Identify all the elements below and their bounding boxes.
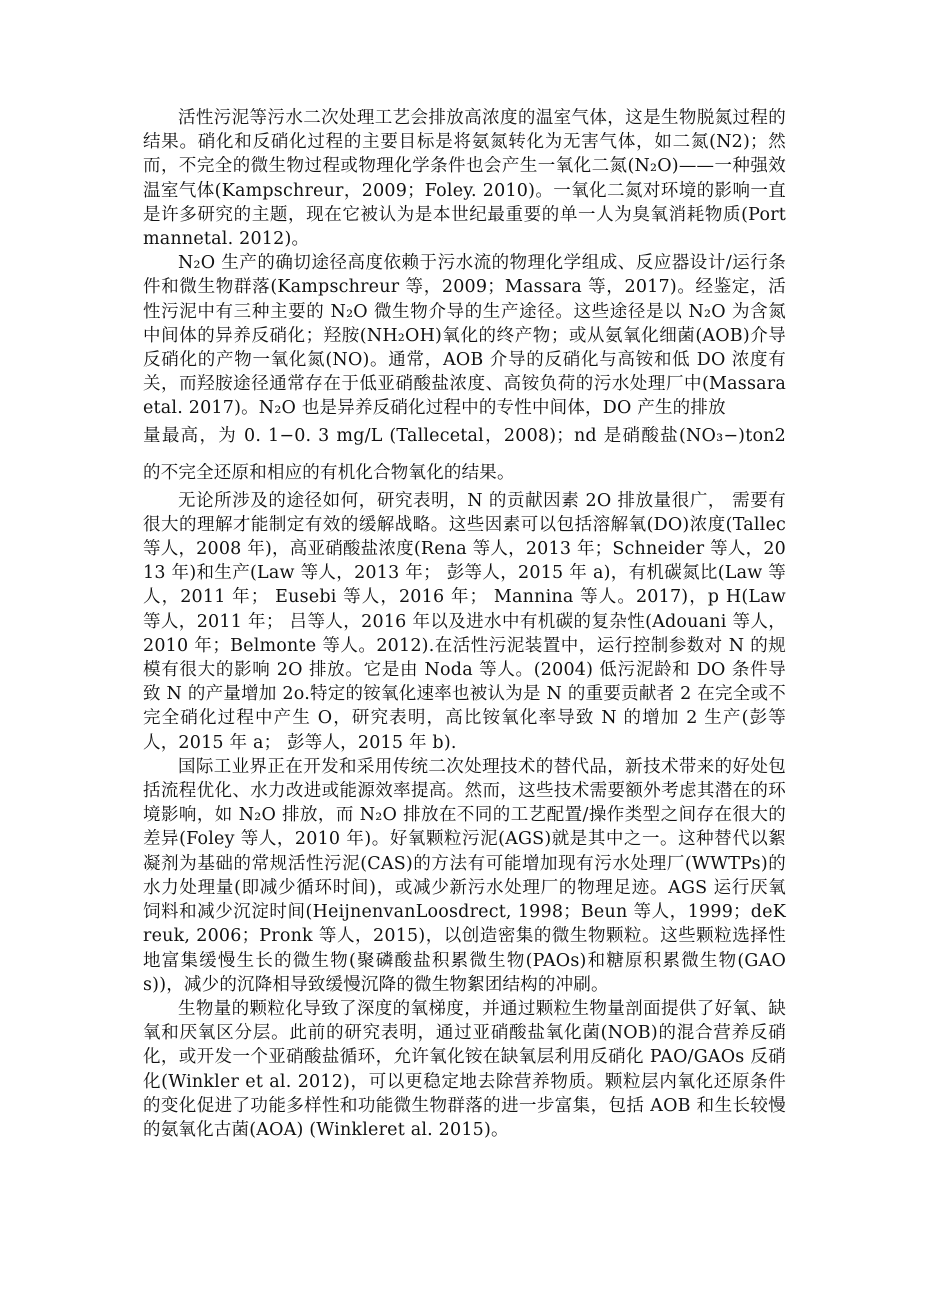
paragraph-1: 活性污泥等污水二次处理工艺会排放高浓度的温室气体，这是生物脱氮过程的结果。硝化和反硝化过程的主要目标是将氨氮转化为无害气体，如二氮(N2)；然而，不完全的微生物过程或物理化学条件也会产生一氧化二氮(N₂O)——一种强效温室气体(Kampschreur，2009；Foley. 2010)。一氧化二氮对环境的影响一直是许多研究的主题，现在它被认为是本世纪最重要的单一人为臭氧消耗物质(Portmannetal. 2012)。 — [143, 108, 786, 250]
paragraph-5: 生物量的颗粒化导致了深度的氧梯度，并通过颗粒生物量剖面提供了好氧、缺氧和厌氧区分层。此前的研究表明，通过亚硝酸盐氧化菌(NOB)的混合营养反硝化，或开发一个亚硝酸盐循环，允许氧化铵在缺氧层利用反硝化 PAO/GAOs 反硝化(Winkler et al. 2012)，可以更稳定地去除营养物质。颗粒层内氧化还原条件的变化促进了功能多样性和功能微生物群落的进一步富集，包括 AOB 和生长较慢的氨氧化古菌(AOA) (Winkleret al. 2015)。 — [143, 998, 786, 1140]
paragraph-2: N₂O 生产的确切途径高度依赖于污水流的物理化学组成、反应器设计/运行条件和微生物群落(Kampschreur 等，2009；Massara 等，2017)。经鉴定，活性污泥中有三种主要的 N₂O 微生物介导的生产途径。这些途径是以 N₂O 为含氮中间体的异养反硝化；羟胺(NH₂OH)氧化的终产物；或从氨氧化细菌(AOB)介导反硝化的产物一氧化氮(NO)。通常，AOB 介导的反硝化与高铵和低 DO 浓度有关，而羟胺途径通常存在于低亚硝酸盐浓度、高铵负荷的污水处理厂中(Massaraetal. 2017)。N₂O 也是异养反硝化过程中的专性中间体，DO 产生的排放 — [143, 253, 786, 419]
paragraph-4: 国际工业界正在开发和采用传统二次处理技术的替代品，新技术带来的好处包括流程优化、水力改进或能源效率提高。然而，这些技术需要额外考虑其潜在的环境影响，如 N₂O 排放，而 N₂O 排放在不同的工艺配置/操作类型之间存在很大的差异(Foley 等人，2010 年)。好氧颗粒污泥(AGS)就是其中之一。这种替代以絮凝剂为基础的常规活性污泥(CAS)的方法有可能增加现有污水处理厂(WWTPs)的水力处理量(即减少循环时间)，或减少新污水处理厂的物理足迹。AGS 运行厌氧饲料和减少沉淀时间(HeijnenvanLoosdrect, 1998；Beun 等人，1999；deKreuk, 2006；Pronk 等人，2015)，以创造密集的微生物颗粒。这些颗粒选择性地富集缓慢生长的微生物(聚磷酸盐积累微生物(PAOs)和糖原积累微生物(GAOs))，减少的沉降相导致缓慢沉降的微生物絮团结构的冲刷。 — [143, 756, 786, 995]
paragraph-2-continued: 量最高，为 0. 1−0. 3 mg/L (Tallecetal，2008)；nd 是硝酸盐(NO₃−)ton2 的不完全还原和相应的有机化合物氧化的结果。 — [143, 425, 786, 483]
paragraph-3: 无论所涉及的途径如何，研究表明，N 的贡献因素 2O 排放量很广， 需要有很大的理解才能制定有效的缓解战略。这些因素可以包括溶解氧(DO)浓度(Tallec 等人，2008 年)，高亚硝酸盐浓度(Rena 等人，2013 年；Schneider 等人，2013 年)和生产(Law 等人，2013 年； 彭等人，2015 年 a)，有机碳氮比(Law 等人，2011 年； Eusebi 等人，2016 年； Mannina 等人。2017)，p H(Law 等人，2011 年； 吕等人，2016 年以及进水中有机碳的复杂性(Adouani 等人，2010 年；Belmonte 等人。2012).在活性污泥装置中，运行控制参数对 N 的规模有很大的影响 2O 排放。它是由 Noda 等人。(2004) 低污泥龄和 DO 条件导致 N 的产量增加 2o.特定的铵氧化速率也被认为是 N 的重要贡献者 2 在完全或不完全硝化过程中产生 O，研究表明，高比铵氧化率导致 N 的增加 2 生产(彭等人，2015 年 a； 彭等人，2015 年 b). — [143, 490, 786, 753]
